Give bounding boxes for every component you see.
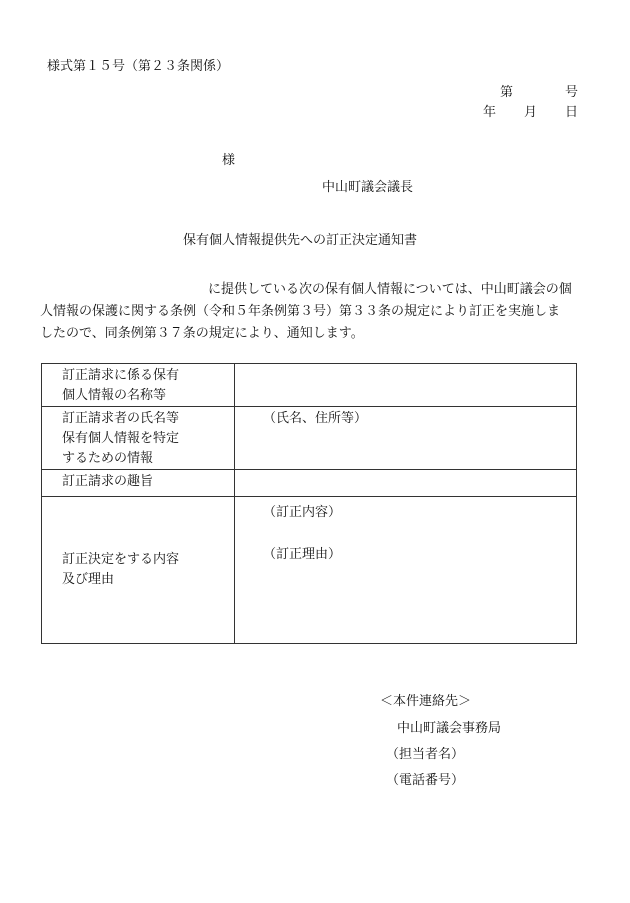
contact-office: 中山町議会事務局 — [397, 721, 502, 736]
value-cell — [235, 364, 577, 407]
sender-name: 中山町議会議長 — [322, 180, 414, 195]
label-line: 保有個人情報を特定 — [62, 431, 180, 446]
table-row — [42, 470, 577, 497]
label-line: 訂正請求者の氏名等 — [62, 411, 180, 426]
label-cell — [42, 470, 235, 497]
requester-info-note: （氏名、住所等） — [263, 411, 368, 426]
value-cell — [235, 470, 577, 497]
issue-date — [483, 106, 578, 119]
table-row — [42, 407, 577, 470]
label-line: 訂正請求の趣旨 — [62, 474, 154, 489]
body-line: 人情報の保護に関する条例（令和５年条例第３号）第３３条の規定により訂正を実施しま — [40, 304, 561, 319]
contact-heading: ＜本件連絡先＞ — [380, 694, 472, 709]
document-title: 保有個人情報提供先への訂正決定通知書 — [183, 233, 418, 248]
label-line: 及び理由 — [62, 572, 115, 587]
year-label: 年 — [482, 105, 496, 120]
day-label: 日 — [564, 105, 578, 120]
correction-content-note: （訂正内容） — [263, 505, 342, 520]
label-cell — [42, 497, 235, 644]
table-row — [42, 497, 577, 644]
number-suffix: 号 — [564, 85, 578, 100]
label-cell — [42, 407, 235, 470]
body-line: したので、同条例第３７条の規定により、通知します。 — [40, 326, 364, 341]
body-line: に提供している次の保有個人情報については、中山町議会の個 — [208, 282, 572, 297]
month-label: 月 — [523, 105, 537, 120]
label-line: 訂正請求に係る保有 — [62, 368, 180, 383]
number-prefix: 第 — [499, 85, 513, 100]
contact-person: （担当者名） — [386, 747, 465, 762]
correction-info-table — [41, 363, 577, 644]
value-cell — [235, 407, 577, 470]
notice-body — [40, 279, 585, 345]
label-line: するための情報 — [62, 451, 154, 466]
label-cell — [42, 364, 235, 407]
form-number: 様式第１５号（第２３条関係） — [47, 59, 230, 74]
document-number — [500, 86, 578, 99]
table-row — [42, 364, 577, 407]
label-line: 個人情報の名称等 — [62, 388, 167, 403]
label-line: 訂正決定をする内容 — [62, 552, 180, 567]
value-cell — [235, 497, 577, 644]
contact-phone: （電話番号） — [386, 773, 465, 788]
correction-reason-note: （訂正理由） — [263, 547, 342, 562]
recipient-honorific: 様 — [222, 153, 236, 168]
